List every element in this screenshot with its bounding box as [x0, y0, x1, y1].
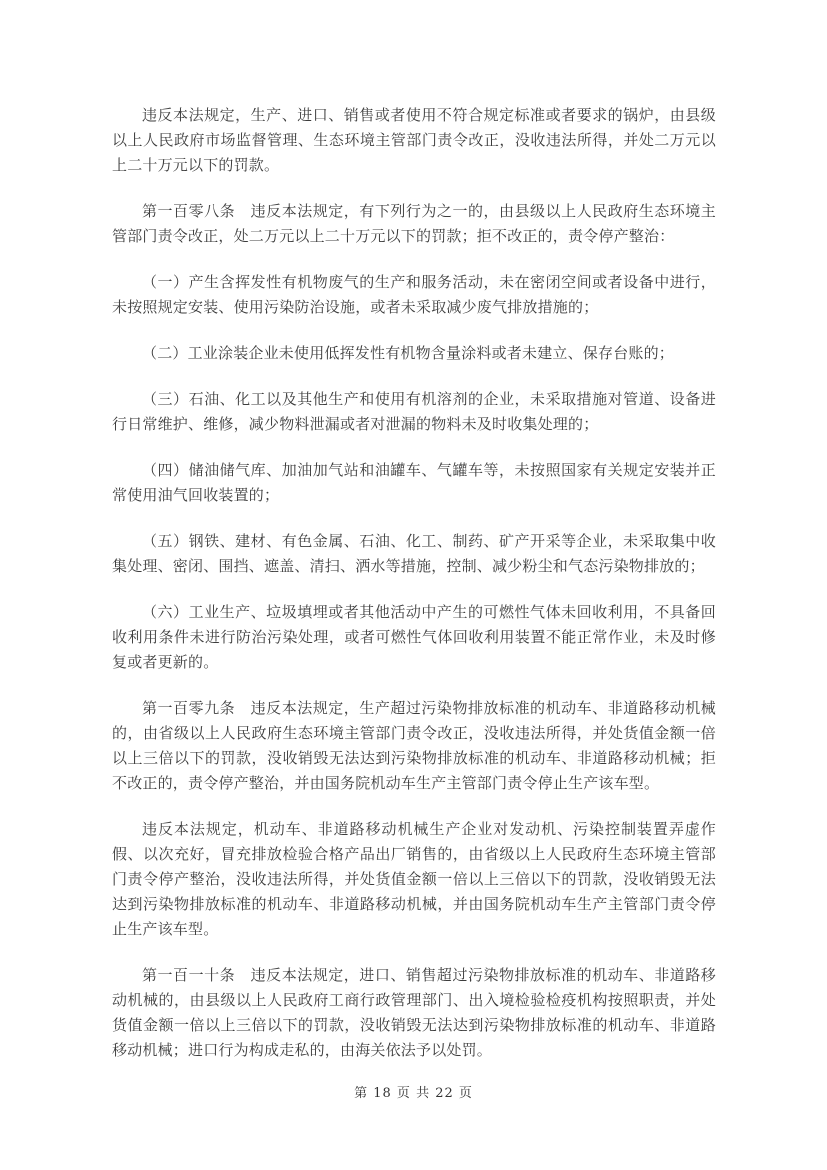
- paragraph: 违反本法规定，生产、进口、销售或者使用不符合规定标准或者要求的锅炉，由县级以上人民政府市场监督管理、生态环境主管部门责令改正，没收违法所得，并处二万元以上二十万元以下的罚款。: [112, 106, 716, 174]
- document-text: [112, 103, 716, 1084]
- paragraph: （五）钢铁、建材、有色金属、石油、化工、制药、矿产开采等企业，未采取集中收集处理、密闭、围挡、遮盖、清扫、洒水等措施，控制、减少粉尘和气态污染物排放的；: [112, 532, 716, 575]
- paragraph: （二）工业涂装企业未使用低挥发性有机物含量涂料或者未建立、保存台账的；: [142, 344, 675, 362]
- paragraph: 第一百零八条 违反本法规定，有下列行为之一的，由县级以上人民政府生态环境主管部门责令改正，处二万元以上二十万元以下的罚款；拒不改正的，责令停产整治：: [112, 202, 716, 245]
- page-number-footer: 第 18 页 共 22 页: [354, 1086, 473, 1101]
- paragraph: 违反本法规定，机动车、非道路移动机械生产企业对发动机、污染控制装置弄虚作假、以次充好，冒充排放检验合格产品出厂销售的，由省级以上人民政府生态环境主管部门责令停产整治，没收违法所得，并处货值金额一倍以上三倍以下的罚款，没收销毁无法达到污染物排放标准的机动车、非道路移动机械，并由国务院机动车生产主管部门责令停止生产该车型。: [112, 820, 716, 938]
- paragraph: （六）工业生产、垃圾填埋或者其他活动中产生的可燃性气体未回收利用，不具备回收利用条件未进行防治污染处理，或者可燃性气体回收利用装置不能正常作业，未及时修复或者更新的。: [112, 603, 716, 671]
- paragraph: （四）储油储气库、加油加气站和油罐车、气罐车等，未按照国家有关规定安装并正常使用油气回收装置的；: [112, 461, 716, 504]
- paragraph: 第一百零九条 违反本法规定，生产超过污染物排放标准的机动车、非道路移动机械的，由省级以上人民政府生态环境主管部门责令改正，没收违法所得，并处货值金额一倍以上三倍以下的罚款，没收销毁无法达到污染物排放标准的机动车、非道路移动机械；拒不改正的，责令停产整治，并由国务院机动车生产主管部门责令停止生产该车型。: [112, 699, 716, 792]
- paragraph: （三）石油、化工以及其他生产和使用有机溶剂的企业，未采取措施对管道、设备进行日常维护、维修，减少物料泄漏或者对泄漏的物料未及时收集处理的；: [112, 390, 716, 433]
- paragraph: （一）产生含挥发性有机物废气的生产和服务活动，未在密闭空间或者设备中进行，未按照规定安装、使用污染防治设施，或者未采取减少废气排放措施的；: [112, 273, 716, 316]
- paragraph: 第一百一十条 违反本法规定，进口、销售超过污染物排放标准的机动车、非道路移动机械的，由县级以上人民政府工商行政管理部门、出入境检验检疫机构按照职责，并处货值金额一倍以上三倍以下的罚款，没收销毁无法达到污染物排放标准的机动车、非道路移动机械；进口行为构成走私的，由海关依法予以处罚。: [112, 966, 716, 1059]
